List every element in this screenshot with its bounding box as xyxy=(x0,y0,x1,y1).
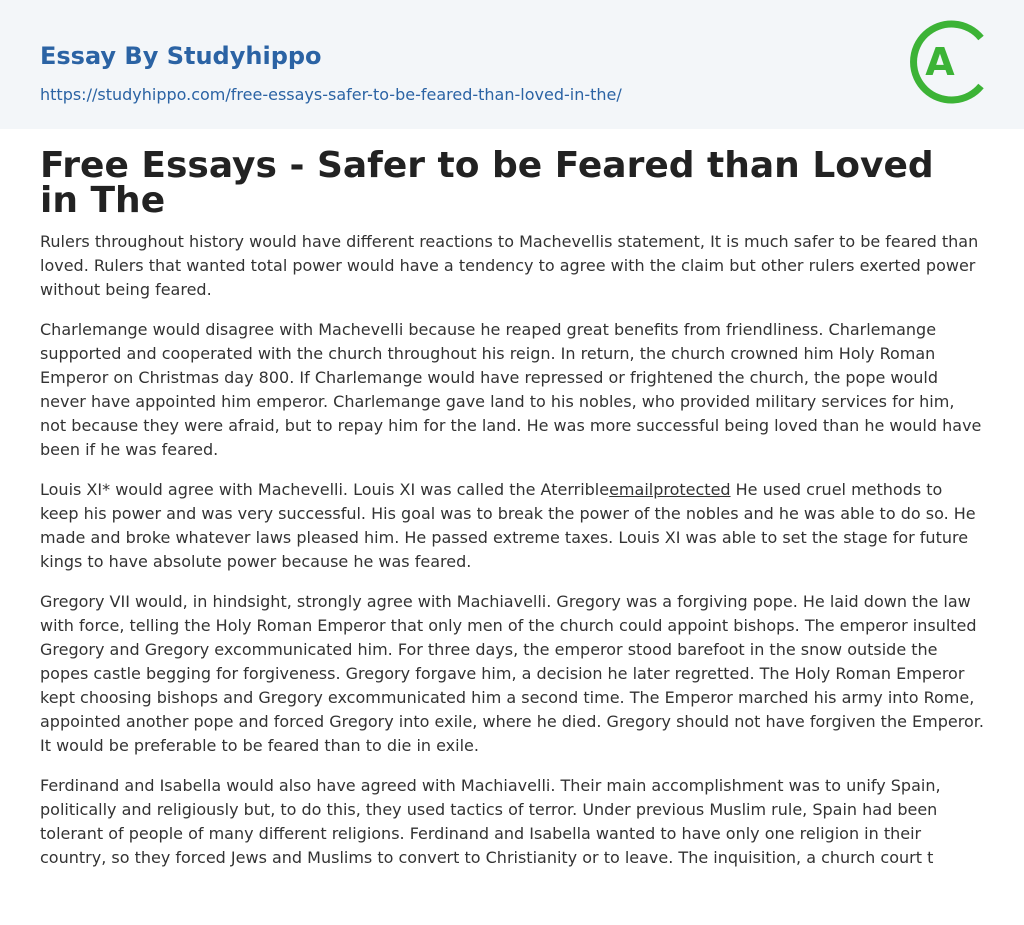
page-title: Free Essays - Safer to be Feared than Loved in The xyxy=(40,145,934,221)
paragraph-3 xyxy=(40,478,984,574)
studyhippo-logo-icon[interactable] xyxy=(906,18,992,106)
paragraph-3-text-before: Louis XI* would agree with Machevelli. Louis XI was called the Aterrible xyxy=(40,480,610,499)
paragraph-2: Charlemange would disagree with Machevelli because he reaped great benefits from friendliness. Charlemange supported and cooperated with the church throughout his reign. In return, the church crowned him Holy Roman Emperor on Christmas day 800. If Charlemange would have repressed or frightened the church, the pope would never have appointed him emperor. Charlemange gave land to his nobles, who provided military services for him, not because they were afraid, but to repay him for the land. He was more successful being loved than he would have been if he was feared. xyxy=(40,320,982,459)
paragraph-5: Ferdinand and Isabella would also have agreed with Machiavelli. Their main accomplishment was to unify Spain, politically and religiously but, to do this, they used tactics of terror. Under previous Muslim rule, Spain had been tolerant of people of many different religions. Ferdinand and Isabella wanted to have only one religion in their country, so they forced Jews and Muslims to convert to Christianity or to leave. The inquisition, a church court t xyxy=(40,776,941,867)
site-header xyxy=(0,0,1024,129)
site-title[interactable]: Essay By Studyhippo xyxy=(40,42,322,70)
logo-letter: A xyxy=(925,40,955,84)
paragraph-1: Rulers throughout history would have different reactions to Machevellis statement, It is much safer to be feared than loved. Rulers that wanted total power would have a tendency to agree with the claim but other rulers exerted power without being feared. xyxy=(40,232,979,299)
paragraph-3-text-after: He used cruel methods to keep his power and was very successful. His goal was to break the power of the nobles and he was able to do so. He made and broke whatever laws pleased him. He passed extreme taxes. Louis XI was able to set the stage for future kings to have absolute power because he was feared. xyxy=(40,480,976,571)
paragraph-4: Gregory VII would, in hindsight, strongly agree with Machiavelli. Gregory was a forgiving pope. He laid down the law with force, telling the Holy Roman Emperor that only men of the church could appoint bishops. The emperor insulted Gregory and Gregory excommunicated him. For three days, the emperor stood barefoot in the snow outside the popes castle begging for forgiveness. Gregory forgave him, a decision he later regretted. The Holy Roman Emperor kept choosing bishops and Gregory excommunicated him a second time. The Emperor marched his army into Rome, appointed another pope and forced Gregory into exile, where he died. Gregory should not have forgiven the Emperor. It would be preferable to be feared than to die in exile. xyxy=(40,592,984,755)
email-protected-link[interactable]: emailprotected xyxy=(609,480,731,499)
page-url-link[interactable]: https://studyhippo.com/free-essays-safer-to-be-feared-than-loved-in-the/ xyxy=(40,85,622,104)
article-content xyxy=(40,145,984,886)
